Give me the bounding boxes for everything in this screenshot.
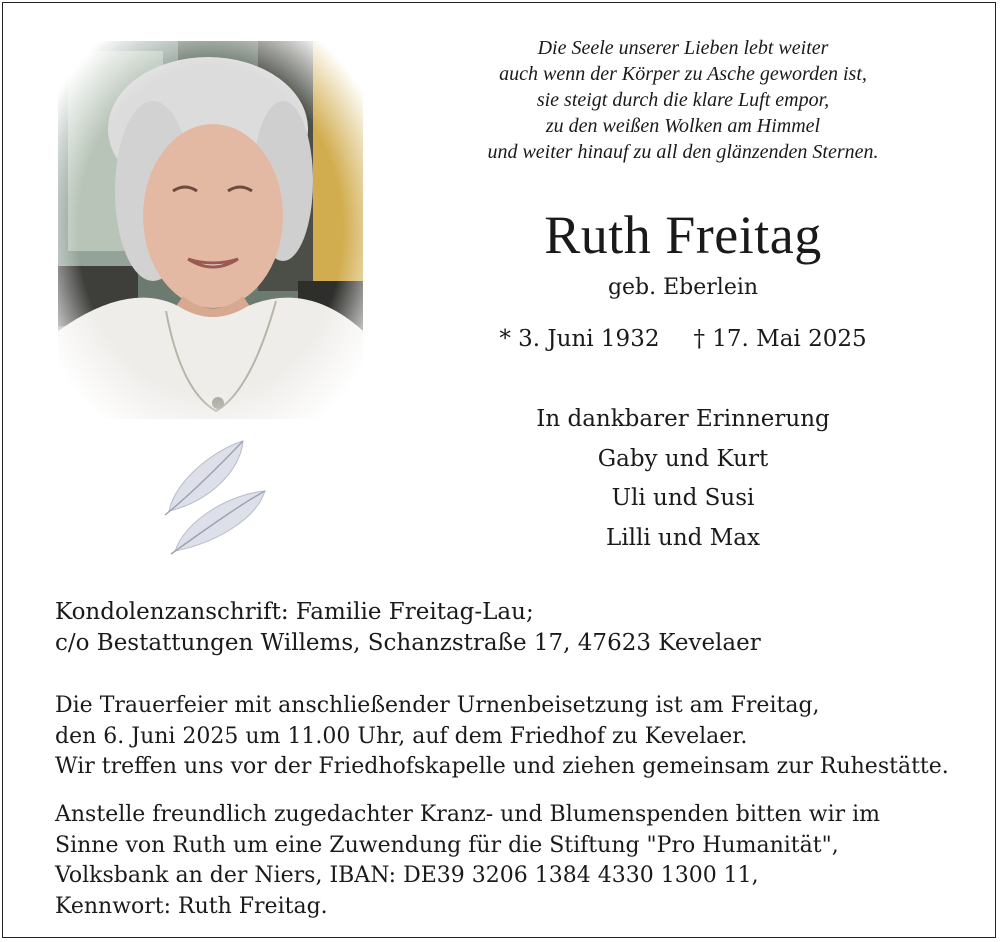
- obituary-notice: [2, 2, 996, 938]
- feathers-icon: [161, 439, 271, 557]
- portrait-photo: [58, 41, 363, 419]
- donation-info: [55, 800, 975, 922]
- ceremony-line: Die Trauerfeier mit anschließender Urnenbeisetzung ist am Freitag,: [55, 693, 820, 718]
- ceremony-line: Wir treffen uns vor der Friedhofskapelle und ziehen gemeinsam zur Ruhestätte.: [55, 754, 949, 779]
- condolence-address: [55, 597, 975, 659]
- address-line: c/o Bestattungen Willems, Schanzstraße 17, 47623 Kevelaer: [55, 630, 761, 656]
- mourners-intro: In dankbarer Erinnerung: [536, 406, 830, 432]
- death-date: † 17. Mai 2025: [693, 326, 867, 352]
- ceremony-info: [55, 691, 975, 783]
- mourner-names: Gaby und Kurt: [597, 445, 769, 472]
- poem-line: auch wenn der Körper zu Asche geworden ist,: [499, 63, 867, 85]
- poem-line: Die Seele unserer Lieben lebt weiter: [537, 37, 829, 59]
- life-dates: [423, 323, 943, 355]
- poem: [423, 35, 943, 165]
- donation-line: Volksbank an der Niers, IBAN: DE39 3206 1384 4330 1300 11,: [55, 863, 759, 888]
- donation-line: Anstelle freundlich zugedachter Kranz- und Blumenspenden bitten wir im: [55, 802, 881, 827]
- mourner-names: Uli und Susi: [611, 485, 755, 511]
- poem-line: und weiter hinauf zu all den glänzenden Sternen.: [487, 141, 879, 163]
- birth-date: * 3. Juni 1932: [499, 326, 660, 352]
- poem-line: sie steigt durch die klare Luft empor,: [536, 89, 830, 111]
- address-line: Kondolenzanschrift: Familie Freitag-Lau;: [55, 599, 534, 625]
- donation-line: Sinne von Ruth um eine Zuwendung für die Stiftung "Pro Humanität",: [55, 832, 839, 858]
- mourners: [423, 400, 943, 558]
- mourner-names: Lilli und Max: [606, 524, 760, 551]
- ceremony-line: den 6. Juni 2025 um 11.00 Uhr, auf dem Friedhof zu Kevelaer.: [55, 723, 748, 749]
- deceased-name: Ruth Freitag: [544, 205, 822, 265]
- maiden-name: geb. Eberlein: [607, 275, 759, 300]
- donation-line: Kennwort: Ruth Freitag.: [55, 893, 328, 919]
- poem-line: zu den weißen Wolken am Himmel: [545, 115, 821, 137]
